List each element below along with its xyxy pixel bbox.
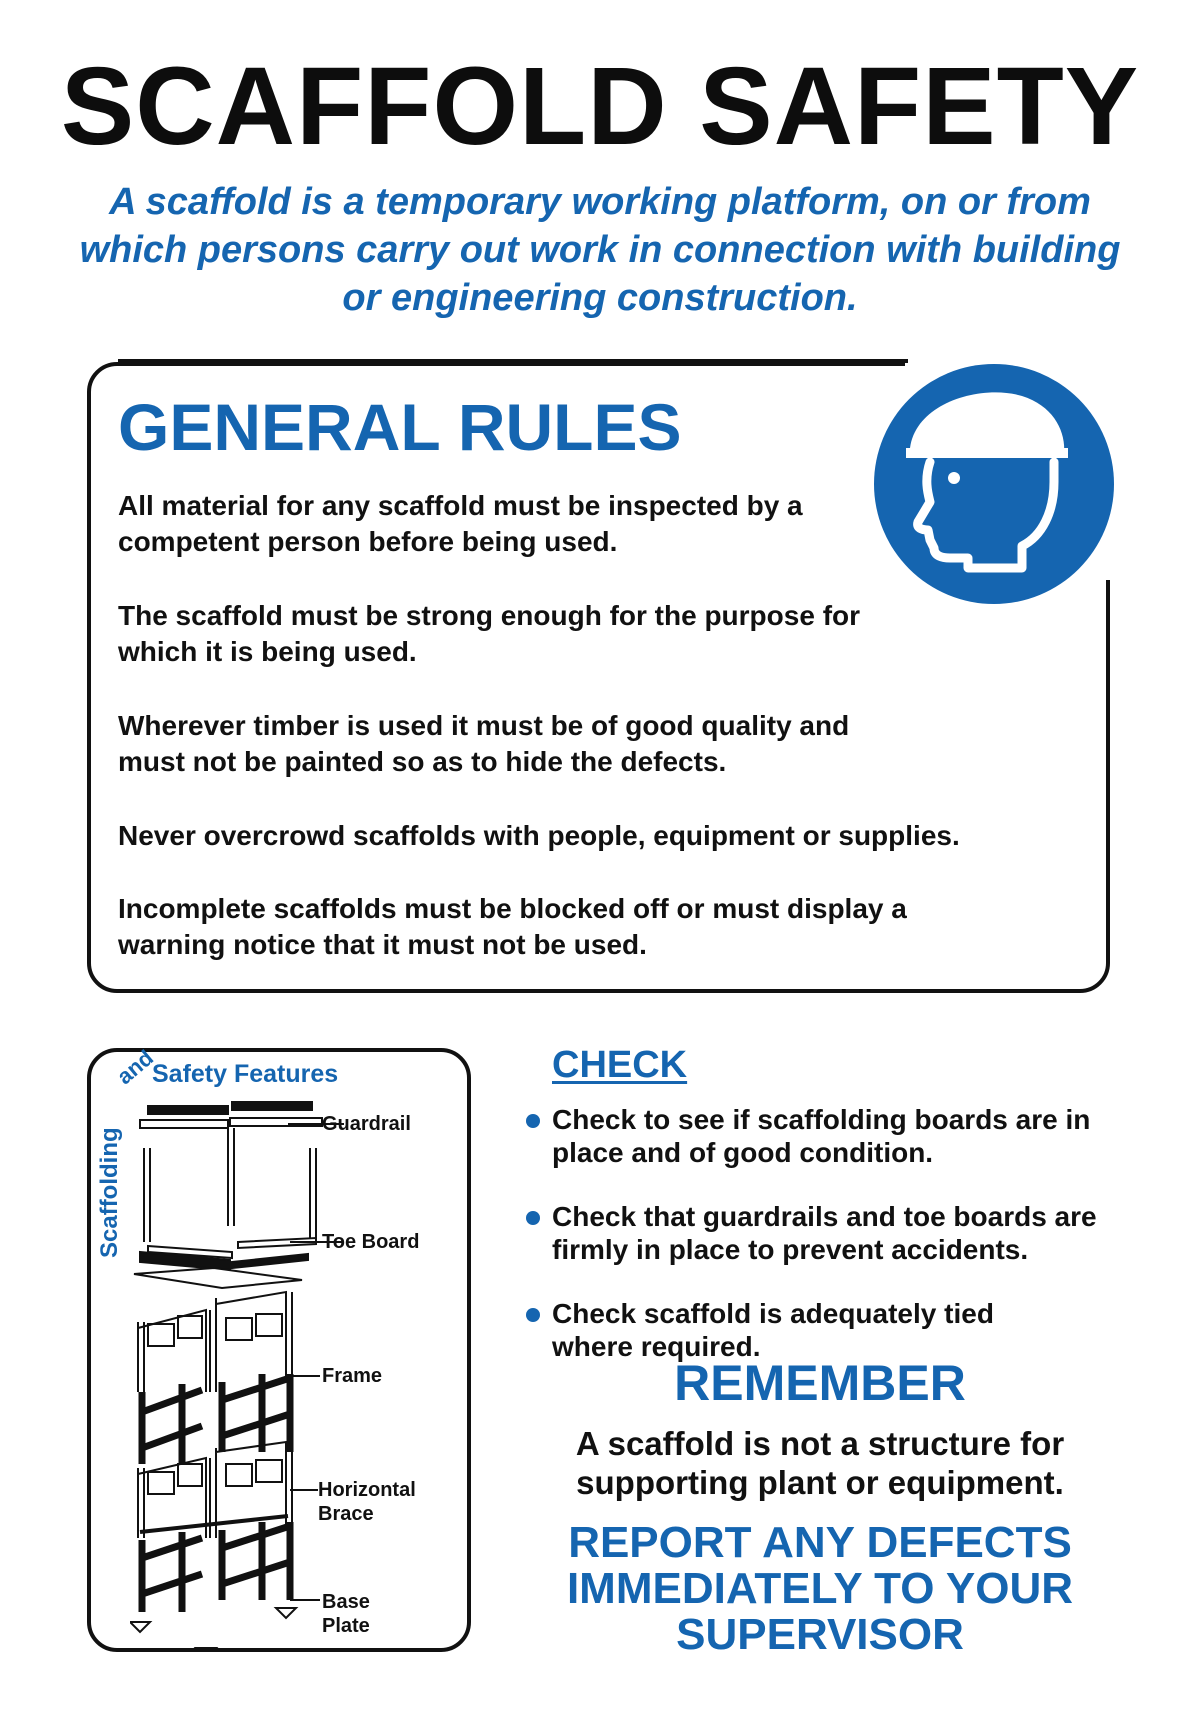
label-frame: Frame: [322, 1365, 383, 1387]
label-base: Base: [322, 1591, 370, 1613]
diagram-title: Safety Features: [152, 1060, 339, 1088]
page-title: SCAFFOLD SAFETY: [60, 45, 1140, 168]
label-toe-board: Toe Board: [322, 1231, 420, 1253]
bullet-icon: [526, 1308, 540, 1322]
label-plate: Plate: [322, 1615, 370, 1637]
check-item-1: Check to see if scaffolding boards are in place and of good condition.: [552, 1104, 1091, 1168]
rule-5: Incomplete scaffolds must be blocked off or must display a warning notice that it must not be used.: [118, 893, 907, 960]
bullet-icon: [526, 1211, 540, 1225]
check-heading: CHECK: [552, 1044, 688, 1086]
scaffold-diagram: [130, 1092, 460, 1652]
label-horizontal: Horizontal: [318, 1479, 416, 1501]
label-brace: Brace: [318, 1503, 374, 1525]
label-guardrail: Guardrail: [322, 1113, 411, 1135]
bullet-icon: [526, 1114, 540, 1128]
remember-heading: REMEMBER: [674, 1355, 966, 1411]
diagram-title-vertical: Scaffolding: [96, 1127, 123, 1258]
check-item-3: Check scaffold is adequately tied where required.: [552, 1298, 994, 1362]
rule-4: Never overcrowd scaffolds with people, equipment or supplies.: [118, 820, 960, 851]
rule-1: All material for any scaffold must be inspected by a competent person before being used.: [118, 490, 803, 557]
check-item-2: Check that guardrails and toe boards are firmly in place to prevent accidents.: [552, 1201, 1097, 1265]
report-defects-notice: REPORT ANY DEFECTS IMMEDIATELY TO YOUR SUPERVISOR: [566, 1518, 1074, 1659]
panel-top-line: [118, 359, 908, 363]
rule-3: Wherever timber is used it must be of good quality and must not be painted so as to hide the defects.: [118, 710, 850, 777]
rule-2: The scaffold must be strong enough for the purpose for which it is being used.: [118, 600, 861, 667]
diagram-title-and: and: [112, 1044, 159, 1090]
hard-hat-icon: [872, 362, 1116, 606]
subtitle: A scaffold is a temporary working platform, on or from which persons carry out work in connection with building or engineering construction.: [79, 181, 1121, 319]
general-rules-heading: GENERAL RULES: [118, 390, 682, 464]
remember-text: A scaffold is not a structure for supporting plant or equipment.: [575, 1425, 1065, 1501]
